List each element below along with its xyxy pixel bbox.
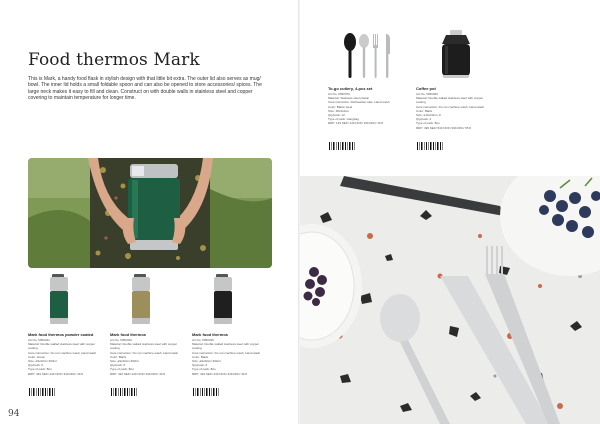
product-name: Mark food thermos powder coated <box>28 332 94 337</box>
product-desc: Art.No. 5050360 Material: Double walled stainless steel with copper coating Care instruction: Do not machine wash, Hand wash Color: Black Size: ø10x23cm 1l Qty/pack: 4 Type of pack: Box RRP: 499 SEK/ 549 NOK/ 399 DKK/ 55 € <box>416 92 485 130</box>
coffee-pot-icon <box>424 28 484 82</box>
product-desc: Art.No. 5050341 Material: Double walled stainless steel with copper coating Care instruction: Do not machine wash, Hand wash Color: Green Size: ø9x20cm 600ml Qty/pack: 6 Type of pack: Box RRP: 449 SEK/ 449 NOK/ 349 DKK/ 49 € <box>28 338 97 376</box>
lifestyle-photo <box>300 176 600 424</box>
barcode-icon <box>192 388 220 398</box>
page-number: 94 <box>8 409 20 419</box>
product-thermos-green <box>28 272 108 402</box>
intro-paragraph: This is Mark, a handy food flask in stylish design with that little bit extra. The outer lid also serves as mug/ bowl. The inner lid holds a small foldable spoon and can also be opened to store accessories/ spices. The large neck makes it easy to fill and clean. Construct on with double walls in stainless steel and copper covering to maintain temperature for longer time. <box>28 76 262 101</box>
terrazzo-table-illustration <box>300 176 600 424</box>
barcode-icon <box>416 142 444 152</box>
barcode-icon <box>328 142 356 152</box>
product-name: Mark food thermos <box>110 332 147 337</box>
hero-illustration <box>28 158 272 268</box>
hero-photo <box>28 158 272 268</box>
product-desc: Art.No. 5050340 Material: Double walled stainless steel with copper coating Care instruction: Do not machine wash, Hand wash Color: Black Size: ø9x20cm 600ml Qty/pack: 6 Type of pack: Box RRP: 449 SEK/ 449 NOK/ 349 DKK/ 49 € <box>110 338 179 376</box>
product-desc: Art.No. 5050370 Material: Stainless steel plastic Care instruction: Dishwasher safe, Hand wash Color: Black/ steel Size: 18x3x2cm Qty/pack: 12 Type of pack: Hangbag RRP: 129 SEK/ 149 NOK/ 109 DKK/ 16 € <box>328 92 390 126</box>
product-coffee-pot <box>416 28 496 158</box>
product-name: Coffee pot <box>416 86 436 91</box>
product-desc: Art.No. 5050336 Material: Double walled stainless steel with copper coating Care instruction: Do not machine wash, Hand wash Color: Black Size: ø9x20cm 600ml Qty/pack: 6 Type of pack: Box RRP: 449 SEK/ 449 NOK/ 349 DKK/ 49 € <box>192 338 261 376</box>
product-thermos-black <box>192 272 272 402</box>
thermos-icon <box>28 272 88 328</box>
thermos-icon <box>192 272 252 328</box>
thermos-icon <box>110 272 170 328</box>
cutlery-icon <box>336 28 396 82</box>
product-name: To-go cutlery, 4-pcs set <box>328 86 373 91</box>
product-name: Mark food thermos <box>192 332 229 337</box>
product-cutlery-set <box>328 28 408 158</box>
page-title: Food thermos Mark <box>28 50 200 70</box>
product-thermos-olive <box>110 272 190 402</box>
barcode-icon <box>28 388 56 398</box>
barcode-icon <box>110 388 138 398</box>
